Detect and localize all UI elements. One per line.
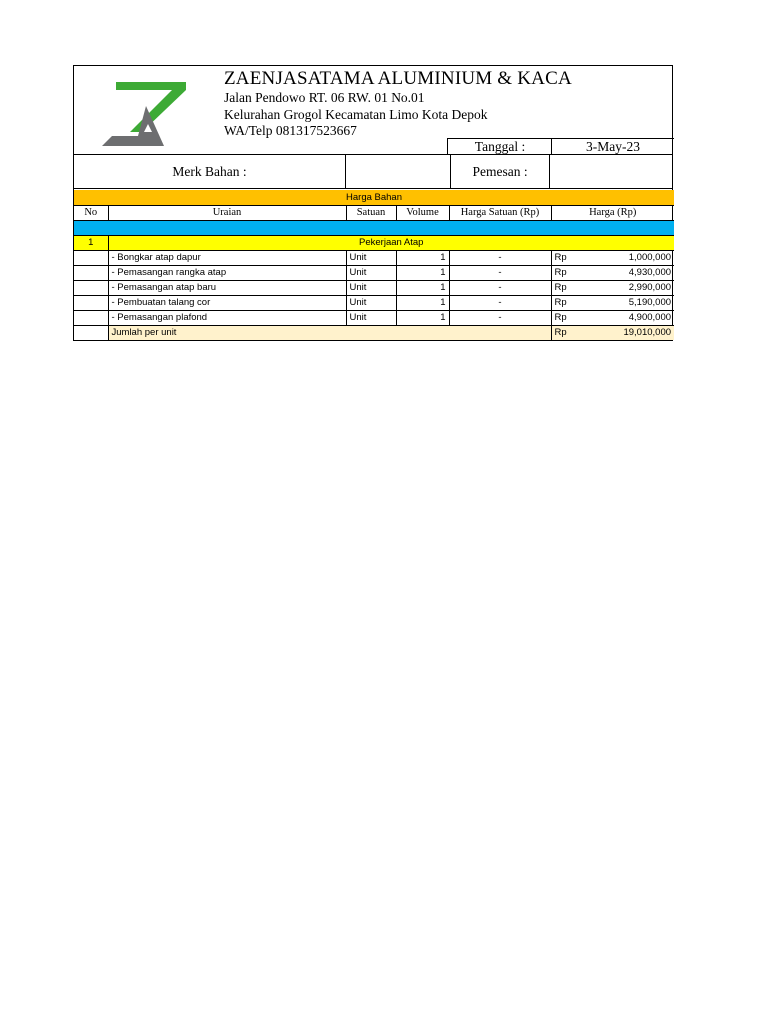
item-unit: Unit [346,295,396,310]
currency-label: Rp [554,282,567,293]
currency-label: Rp [554,312,567,323]
item-description: - Pemasangan rangka atap [108,265,346,280]
pemesan-value [549,155,672,188]
table-row [74,250,674,265]
pemesan-label: Pemesan : [450,155,550,188]
currency-label: Rp [554,297,567,308]
address-line-2: Kelurahan Grogol Kecamatan Limo Kota Depok [224,107,488,122]
price-value: 2,990,000 [628,282,672,293]
price-value: 1,000,000 [628,252,672,263]
company-name: ZAENJASATAMA ALUMINIUM & KACA [224,68,572,89]
quotation-sheet [73,65,673,341]
item-unit-price: - [449,310,551,325]
item-unit: Unit [346,310,396,325]
table-row [74,310,674,325]
total-amount [551,325,674,340]
total-label: Jumlah per unit [108,325,551,340]
item-volume: 1 [396,280,449,295]
item-price [551,265,674,280]
column-header: Harga (Rp) [551,205,674,220]
item-volume: 1 [396,265,449,280]
section-title: Pekerjaan Atap [108,235,674,250]
item-description: - Bongkar atap dapur [108,250,346,265]
date-value: 3-May-23 [551,138,674,155]
info-row [74,155,672,189]
date-label: Tanggal : [447,138,552,155]
currency-label: Rp [554,327,567,339]
item-price [551,295,674,310]
group-title: Harga Bahan [74,190,674,205]
item-price [551,250,674,265]
section-row [74,235,674,250]
item-unit-price: - [449,265,551,280]
blue-band-row [74,220,674,235]
item-volume: 1 [396,250,449,265]
item-description: - Pemasangan atap baru [108,280,346,295]
currency-label: Rp [554,267,567,278]
item-description: - Pemasangan plafond [108,310,346,325]
column-header: Satuan [346,205,396,220]
price-value: 4,930,000 [628,267,672,278]
item-volume: 1 [396,310,449,325]
total-value: 19,010,000 [623,327,672,339]
item-description: - Pembuatan talang cor [108,295,346,310]
company-logo [102,80,186,146]
letterhead [74,66,672,155]
item-price [551,310,674,325]
item-unit-price: - [449,250,551,265]
total-row [74,325,674,340]
item-unit-price: - [449,295,551,310]
currency-label: Rp [554,252,567,263]
group-header-row [74,190,674,205]
contact-phone: WA/Telp 081317523667 [224,123,357,138]
table-row [74,265,674,280]
price-table [74,190,674,340]
item-price [551,280,674,295]
price-value: 5,190,000 [628,297,672,308]
merk-bahan-value [345,155,450,188]
item-unit: Unit [346,280,396,295]
address-line-1: Jalan Pendowo RT. 06 RW. 01 No.01 [224,90,425,105]
column-header: Volume [396,205,449,220]
column-header: Uraian [108,205,346,220]
column-header: No [74,205,108,220]
item-unit: Unit [346,250,396,265]
item-unit-price: - [449,280,551,295]
section-number: 1 [74,235,108,250]
price-value: 4,900,000 [628,312,672,323]
item-unit: Unit [346,265,396,280]
table-row [74,295,674,310]
column-header-row [74,205,674,220]
column-header: Harga Satuan (Rp) [449,205,551,220]
table-row [74,280,674,295]
merk-bahan-label: Merk Bahan : [172,163,247,179]
item-volume: 1 [396,295,449,310]
